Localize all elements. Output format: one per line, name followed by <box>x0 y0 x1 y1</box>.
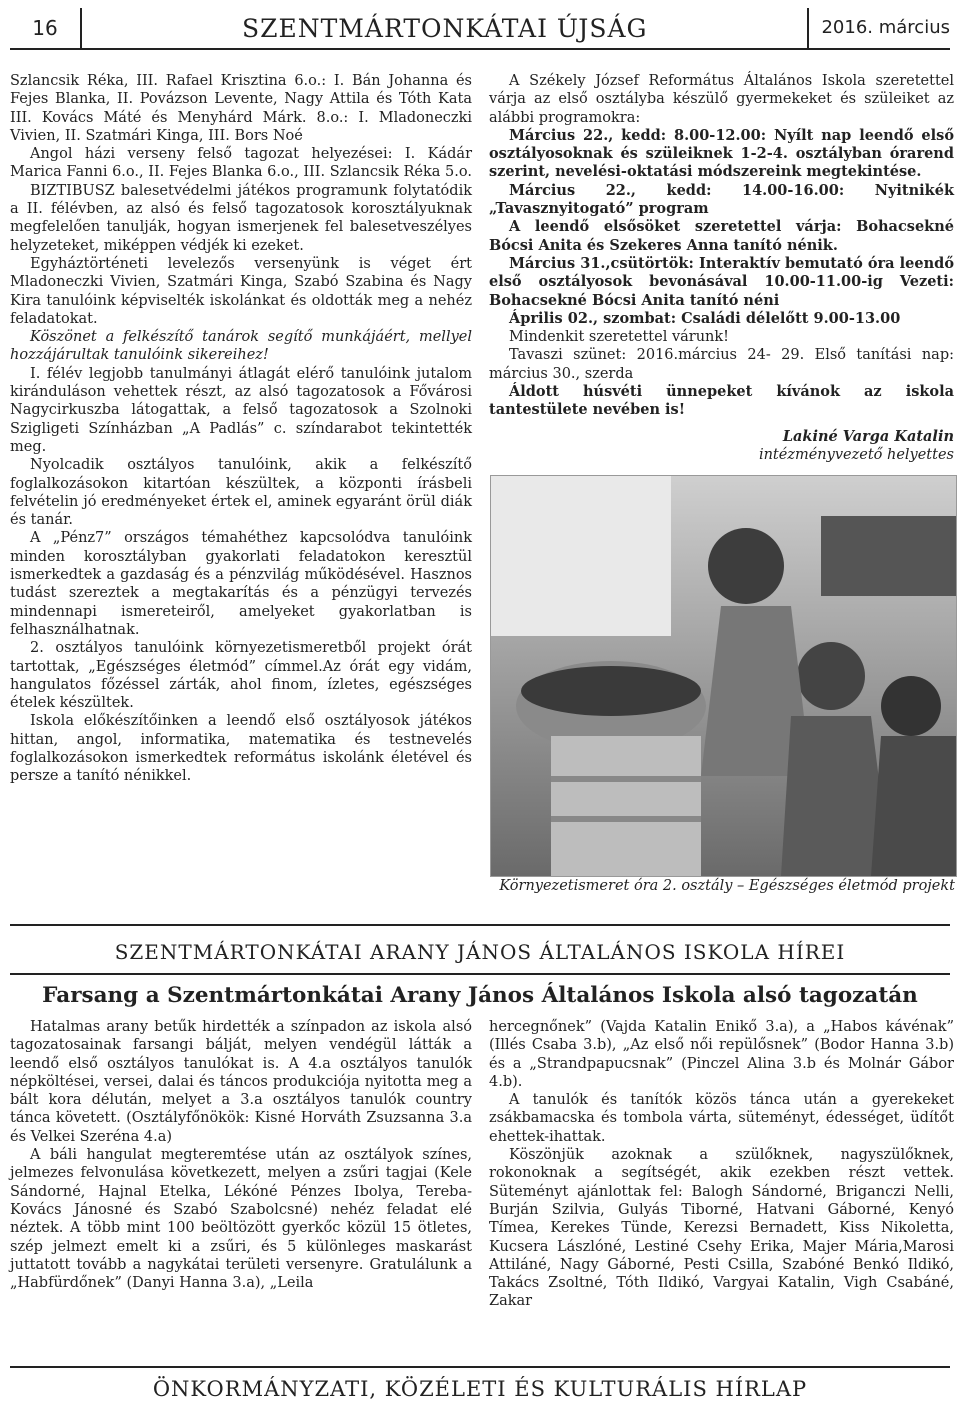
paragraph: BIZTIBUSZ balesetvédelmi játékos programunk folytatódik a II. félévben, az alsó és felső tagozatosok korosztályuknak megfelelően tanulják, hogyan ismerjenek fel balesetveszélyes helyzeteket, miképpen védjék ki ezeket. <box>10 182 472 254</box>
section-divider <box>10 924 950 926</box>
section-divider <box>10 973 950 975</box>
paragraph: Március 22., kedd: 14.00-16.00: Nyitnikék „Tavasznyitogató” program <box>489 181 954 218</box>
page-number: 16 <box>10 8 82 48</box>
bottom-left-column <box>10 1018 472 1292</box>
paragraph: Köszönjük azoknak a szülőknek, nagyszülőknek, rokonoknak a segítségét, akik ezekben részt vettek. Süteményt ajánlottak fel: Balogh Sándorné, Briganczi Nelli, Burján Szilvia, Gulyás Tiborné, Hatvani Gáborné, Kenyó Tímea, Kerekes Tünde, Kerezsi Bernadett, Kiss Nikoletta, Kucsera Lászlóné, Lestiné Csehy Erika, Majer Mária,Marosi Attiláné, Nagy Gáborné, Pesti Csilla, Szabóné Benkó Ildikó, Takács Zsoltné, Tóth Ildikó, Vargyai Katalin, Vigh Csabáné, Zakar <box>489 1147 954 1310</box>
paragraph: Angol házi verseny felső tagozat helyezései: I. Kádár Marica Fanni 6.o., II. Fejes Blanka 6.o., III. Szlancsik Réka 5.o. <box>10 146 472 181</box>
bottom-right-column <box>489 1018 954 1311</box>
section-title: SZENTMÁRTONKÁTAI ARANY JÁNOS ÁLTALÁNOS ISKOLA HÍREI <box>114 940 846 964</box>
signature-title: intézményvezető helyettes <box>758 446 954 463</box>
newspaper-title: SZENTMÁRTONKÁTAI ÚJSÁG <box>242 13 648 43</box>
paragraph: Március 22., kedd: 8.00-12.00: Nyílt nap leendő első osztályosoknak és szüleiknek 1-2-4. osztályban órarend szerint, nevelési-oktatási módszereink megtekintése. <box>489 126 954 181</box>
page-header <box>10 8 950 50</box>
paragraph: A tanulók és tanítók közös tánca után a gyerekeket zsákbamacska és tombola várta, süteményt, édességet, üdítőt ehettek-ihattak. <box>489 1092 954 1145</box>
paragraph: Áldott húsvéti ünnepeket kívánok az iskola tantestülete nevében is! <box>489 383 954 419</box>
cooking-class-photo <box>490 475 957 877</box>
paragraph: Hatalmas arany betűk hirdették a színpadon az iskola alsó tagozatosainak farsangi bálját, melyen vendégül látták a leendő első osztályos tanulókat is. A 4.a osztályos tanulók népköltései, versei, dalai és táncos produkciója nyitotta meg a bált kora délután, melyet a 3.a osztályos tanulók country tánca követett. (Osztályfőnökök: Kisné Horváth Zsuzsanna 3.a és Velkei Szeréna 4.a) <box>10 1019 472 1145</box>
paragraph: A báli hangulat megteremtése után az osztályok színes, jelmezes felvonulása következett, melyen a zsűri tagjai (Kele Sándorné, Hajnal Etelka, Lékóné Pénzes Ibolya, Tereba-Kovács Jánosné és Szabó Szabolcsné) nehéz feladat elé néztek. A több mint 100 beöltözött gyerkőc közül 15 ötletes, szép jelmezt emelt ki a zsűri, és 5 különleges maskarást juttatott tovább a nagykátai területi versenyre. Gratulálunk a „Habfürdőnek” (Danyi Hanna 3.a), „Leila <box>10 1147 472 1292</box>
right-column <box>489 72 954 464</box>
footer-title: ÖNKORMÁNYZATI, KÖZÉLETI ÉS KULTURÁLIS HÍRLAP <box>152 1377 808 1401</box>
photo-placeholder <box>491 476 956 876</box>
paragraph: Mindenkit szeretettel várunk! <box>509 329 730 346</box>
paragraph: Nyolcadik osztályos tanulóink, akik a felkészítő foglalkozásokon kitartóan készültek, a központi írásbeli felvételin jó eredményeket értek el, aminek egyaránt örül diák és tanár. <box>10 457 472 529</box>
paragraph: Szlancsik Réka, III. Rafael Krisztina 6.o.: I. Bán Johanna és Fejes Blanka, II. Povázson Levente, Nagy Attila és Tóth Kata III. Kovács Máté és Menyhárd Márk. 8.o.: I. Mladoneczki Vivien, II. Szatmári Kinga, III. Bors Noé <box>10 73 472 144</box>
paragraph: I. félév legjobb tanulmányi átlagát elérő tanulóink jutalom kiránduláson vehettek részt, az alsó tagozatosok a Fővárosi Nagycirkuszba látogattak, a felső tagozatosok a Szolnoki Szigligeti Színházban „A Padlás” c. színdarabot tekintették meg. <box>10 365 472 455</box>
issue-date: 2016. március <box>807 8 950 48</box>
left-column <box>10 72 472 786</box>
paragraph: A Székely József Református Általános Iskola szeretettel várja az első osztályba készülő gyermekeket és szüleiket az alábbi programokra: <box>489 73 954 126</box>
paragraph: Április 02., szombat: Családi délelőtt 9.00-13.00 <box>509 309 901 327</box>
signature-name: Lakiné Varga Katalin <box>782 427 954 445</box>
paragraph: Március 31.,csütörtök: Interaktív bemutató óra leendő első osztályosok bevonásával 10.00-11.00-ig Vezeti: Bohacsekné Bócsi Anita tanító néni <box>489 254 954 309</box>
paragraph: Köszönet a felkészítő tanárok segítő munkájáért, mellyel hozzájárultak tanulóink sikereihez! <box>10 329 472 364</box>
paragraph: 2. osztályos tanulóink környezetismeretből projekt órát tartottak, „Egészséges életmód” címmel.Az órát egy vidám, hangulatos főzéssel zárták, ahol finom, ízletes, egészséges ételek készültek. <box>10 640 472 712</box>
article-title: Farsang a Szentmártonkátai Arany János Általános Iskola alsó tagozatán <box>42 983 918 1008</box>
footer-divider <box>10 1366 950 1368</box>
paragraph: Egyháztörténeti levelezős versenyünk is véget ért Mladoneczki Vivien, Szatmári Kinga, Szabó Szabina és Nagy Kira tanulóink képviselték iskolánkat és oldották meg a nehéz feladatokat. <box>10 255 472 327</box>
paragraph: A „Pénz7” országos témahéthez kapcsolódva tanulóink minden korosztályban gyakorlati feladatokon keresztül ismerkedtek a gazdaság és a pénzvilág működésével. Hasznos tudást szereztek a megtakarítás és a pénzügyi tervezés mindennapi ismereteiről, amelyeket gyakorlatban is felhasználhatnak. <box>10 530 472 638</box>
paragraph: hercegnőnek” (Vajda Katalin Enikő 3.a), a „Habos kávénak” (Illés Csaba 3.b), „Az első női repülősnek” (Bodor Hanna 3.b) és a „Strandpapucsnak” (Pinczel Alina 3.b és Molnár Gábor 4.b). <box>489 1019 954 1090</box>
paragraph: Tavaszi szünet: 2016.március 24- 29. Első tanítási nap: március 30., szerda <box>489 347 954 382</box>
paragraph: Iskola előkészítőinken a leendő első osztályosok játékos hittan, angol, informatika, matematika és testnevelés foglalkozásokon ismerkedtek református iskolánk életével és persze a tanító nénikkel. <box>10 713 472 785</box>
paragraph: A leendő elsősöket szeretettel várja: Bohacsekné Bócsi Anita és Szekeres Anna tanító nénik. <box>489 218 954 254</box>
photo-caption: Környezetismeret óra 2. osztály – Egészséges életmód projekt <box>499 878 955 894</box>
